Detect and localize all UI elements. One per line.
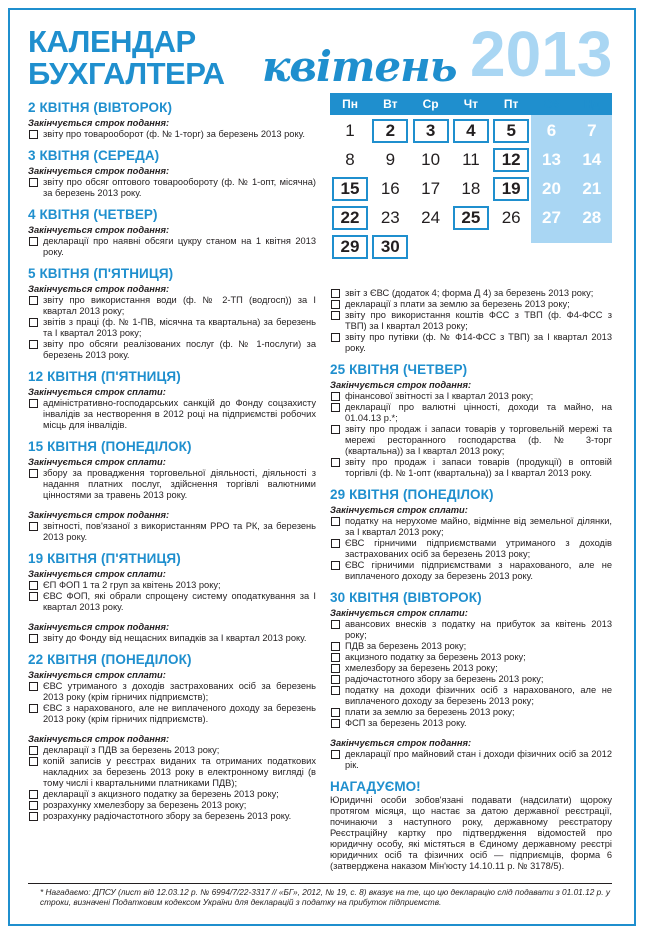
deadline-item: звіту про продаж і запаси товарів у торговельній мережі та мережі ресторанного господарства (ф. № 3-торг (квартальна)) за I квартал 2013 року; [330,424,612,457]
deadline-item: ЄВС гірничими підприємствами з нарахованого, але не виплаченого доходу за березень 2013 року. [330,560,612,582]
deadline-subheading: Закінчується строк сплати: [28,670,166,680]
calendar-day: 21 [582,179,602,198]
deadline-item: ЄП ФОП 1 та 2 груп за квітень 2013 року; [28,580,316,591]
calendar-day: 11 [462,150,480,169]
deadline-item: ПДВ за березень 2013 року; [330,641,612,652]
group-gap [330,729,612,738]
deadline-item: ЄВС з нарахованого, але не виплаченого доходу за березень 2013 року (крім гірничих підприємств). [28,703,316,725]
calendar-day: 23 [380,208,400,227]
date-heading: 15 КВІТНЯ (ПОНЕДІЛОК) [28,439,192,454]
deadline-item: звітності, пов'язаної з використанням РРО та РК, за березень 2013 року. [28,521,316,543]
deadline-item: плати за землю за березень 2013 року; [330,707,612,718]
deadline-item: звіту про використання води (ф. № 2-ТП (водгосп)) за I квартал 2013 року; [28,295,316,317]
date-heading: 2 КВІТНЯ (ВІВТОРОК) [28,100,173,115]
deadline-item: звіт з ЄВС (додаток 4; форма Д 4) за березень 2013 року; [330,288,612,299]
weekday-label: Ср [422,97,439,111]
calendar-day: 25 [453,206,489,230]
calendar-day: 16 [380,179,400,198]
deadline-item: звіту про товарооборот (ф. № 1-торг) за березень 2013 року. [28,129,316,140]
weekday-label: Нд [583,97,600,111]
weekday-label: Чт [463,97,479,111]
group-gap [28,613,316,622]
deadline-item: адміністративно-господарських санкцій до Фонду соцзахисту інвалідів за нестворення в 2012 році на підприємстві робочих місць для інвалідів. [28,398,316,431]
calendar-day: 10 [421,150,441,169]
calendar-day: 26 [501,208,521,227]
deadline-item: авансових внесків з податку на прибуток за квітень 2013 року; [330,619,612,641]
deadline-item: збору за провадження торговельної діяльності, діяльності з надання платних послуг, здійснення торгівлі валютними цінностями за травень 2013 року. [28,468,316,501]
calendar-day: 12 [493,148,529,172]
deadline-item: звіту про обсяги реалізованих послуг (ф. № 1-послуги) за березень 2013 року. [28,339,316,361]
deadline-item: податку на нерухоме майно, відмінне від земельної ділянки, за I квартал 2013 року; [330,516,612,538]
deadline-item: звіту про продаж і запаси товарів (продукції) в оптовій торгівлі (ф. № 1-опт (квартальна)) за I квартал 2013 року. [330,457,612,479]
date-heading: 3 КВІТНЯ (СЕРЕДА) [28,148,160,163]
deadline-item: декларації з акцизного податку за березень 2013 року; [28,789,316,800]
calendar-day: 5 [493,119,529,143]
reminder-heading: НАГАДУЄМО! [330,779,421,794]
deadline-subheading: Закінчується строк сплати: [28,387,166,397]
calendar-day: 1 [345,121,355,140]
weekday-label: Сб [543,97,560,111]
deadline-item: звітів з праці (ф. № 1-ПВ, місячна та квартальна) за березень та I квартал 2013 року; [28,317,316,339]
calendar-day: 17 [421,179,441,198]
deadline-subheading: Закінчується строк сплати: [330,505,468,515]
calendar-day: 20 [542,179,561,198]
weekday-label: Пн [342,97,358,111]
deadline-subheading: Закінчується строк подання: [28,510,170,520]
deadline-item: декларації про наявні обсяги цукру станом на 1 квітня 2013 року. [28,236,316,258]
deadline-item: розрахунку радіочастотного збору за березень 2013 року. [28,811,316,822]
calendar-day: 29 [332,235,368,259]
deadline-subheading: Закінчується строк подання: [28,284,170,294]
deadline-item: декларації про майновий стан і доходи фізичних осіб за 2012 рік. [330,749,612,771]
deadlines-left-column [28,100,316,822]
calendar-day: 15 [332,177,368,201]
deadline-subheading: Закінчується строк подання: [28,734,170,744]
month-calendar [330,93,612,273]
deadline-item: звіту про використання коштів ФСС з ТВП (ф. Ф4-ФСС з ТВП) за I квартал 2013 року; [330,310,612,332]
deadline-subheading: Закінчується строк сплати: [28,457,166,467]
deadline-subheading: Закінчується строк подання: [28,622,170,632]
deadline-item: ФСП за березень 2013 року. [330,718,612,729]
date-heading: 30 КВІТНЯ (ВІВТОРОК) [330,590,482,605]
calendar-day: 28 [582,208,602,227]
deadline-item: акцизного податку за березень 2013 року; [330,652,612,663]
deadline-subheading: Закінчується строк подання: [330,738,472,748]
calendar-day: 22 [332,206,368,230]
reminder-text: Юридичні особи зобов'язані подавати (надсилати) щороку протягом місяця, що настає за датою державної реєстрації, починаючи з наступного року, державному реєстратору Реєстраційну картку про підтвердження відомостей про юридичну особу, які містяться в Єдиному державному реєстрі юридичних осіб та фізичних осіб — підприємців, форма 6 (затверджена наказом Мін'юсту 14.10.11 р. № 3178/5). [330,795,612,871]
calendar-day: 19 [493,177,529,201]
deadline-item: звіту до Фонду від нещасних випадків за I квартал 2013 року. [28,633,316,644]
calendar-day: 30 [372,235,408,259]
deadline-item: фінансової звітності за I квартал 2013 року; [330,391,612,402]
deadline-item: декларації з ПДВ за березень 2013 року; [28,745,316,756]
date-heading: 12 КВІТНЯ (П'ЯТНИЦЯ) [28,369,181,384]
calendar-day: 9 [385,150,396,169]
calendar-day: 2 [372,119,408,143]
calendar-day: 24 [421,208,441,227]
date-heading: 5 КВІТНЯ (П'ЯТНИЦЯ) [28,266,174,281]
deadline-subheading: Закінчується строк подання: [28,166,170,176]
date-heading: 29 КВІТНЯ (ПОНЕДІЛОК) [330,487,494,502]
date-heading: 22 КВІТНЯ (ПОНЕДІЛОК) [28,652,192,667]
group-gap [28,725,316,734]
calendar-day: 7 [587,121,597,140]
deadline-subheading: Закінчується строк подання: [330,380,472,390]
deadline-item: ЄВС ФОП, які обрали спрощену систему оподаткування за I квартал 2013 року. [28,591,316,613]
calendar-day: 3 [413,119,449,143]
calendar-day: 27 [542,208,561,227]
deadline-item: розрахунку хмелезбору за березень 2013 року; [28,800,316,811]
deadline-item: декларації про валютні цінності, доходи та майно, на 01.04.13 р.*; [330,402,612,424]
deadline-subheading: Закінчується строк сплати: [28,569,166,579]
weekday-label: Вт [383,97,398,111]
calendar-day: 6 [546,121,557,140]
calendar-day: 4 [453,119,489,143]
deadline-item: звіту про обсяг оптового товарообороту (ф. № 1-опт, місячна) за березень 2013 року. [28,177,316,199]
deadline-item: податку на доходи фізичних осіб з нарахованого, але не виплаченого доходу за березень 2013 року; [330,685,612,707]
date-heading: 19 КВІТНЯ (П'ЯТНИЦЯ) [28,551,181,566]
date-heading: 4 КВІТНЯ (ЧЕТВЕР) [28,207,158,222]
deadline-subheading: Закінчується строк подання: [28,118,170,128]
page-title-line1: КАЛЕНДАР [28,24,196,59]
deadline-subheading: Закінчується строк подання: [28,225,170,235]
deadline-item: радіочастотного збору за березень 2013 року; [330,674,612,685]
deadline-item: ЄВС утриманого з доходів застрахованих осіб за березень 2013 року (крім гірничих підприємств); [28,681,316,703]
footnote: * Нагадаємо: ДПСУ (лист від 12.03.12 р. № 6994/7/22-3317 // «БГ», 2012, № 19, с. 8) вказує на те, що цю декларацію слід подавати з 01.01.12 р. у строки, визначені Податковим кодексом України для декларацій з податку на прибуток підприємств. [40,887,611,907]
deadline-item: копій записів у реєстрах виданих та отриманих податкових накладних за березень 2013 року в електронному вигляді (в тому числі і квартальними платниками ПДВ); [28,756,316,789]
weekday-label: Пт [503,97,519,111]
deadline-subheading: Закінчується строк сплати: [330,608,468,618]
deadline-item: декларації з плати за землю за березень 2013 року; [330,299,612,310]
calendar-day: 13 [542,150,561,169]
footnote-divider [28,883,612,884]
page-title-line2: БУХГАЛТЕРА [28,56,225,91]
year-title: 2013 [470,18,613,90]
calendar-day: 18 [461,179,481,198]
calendar-day: 14 [582,150,602,169]
month-title: квітень [262,42,457,91]
deadlines-right-column [330,288,612,872]
calendar-day: 8 [345,150,355,169]
deadline-item: хмелезбору за березень 2013 року; [330,663,612,674]
deadline-item: звіту про путівки (ф. № Ф14-ФСС з ТВП) за I квартал 2013 року. [330,332,612,354]
group-gap [28,501,316,510]
deadline-item: ЄВС гірничими підприємствами утриманого з доходів застрахованих осіб за березень 2013 року; [330,538,612,560]
date-heading: 25 КВІТНЯ (ЧЕТВЕР) [330,362,468,377]
